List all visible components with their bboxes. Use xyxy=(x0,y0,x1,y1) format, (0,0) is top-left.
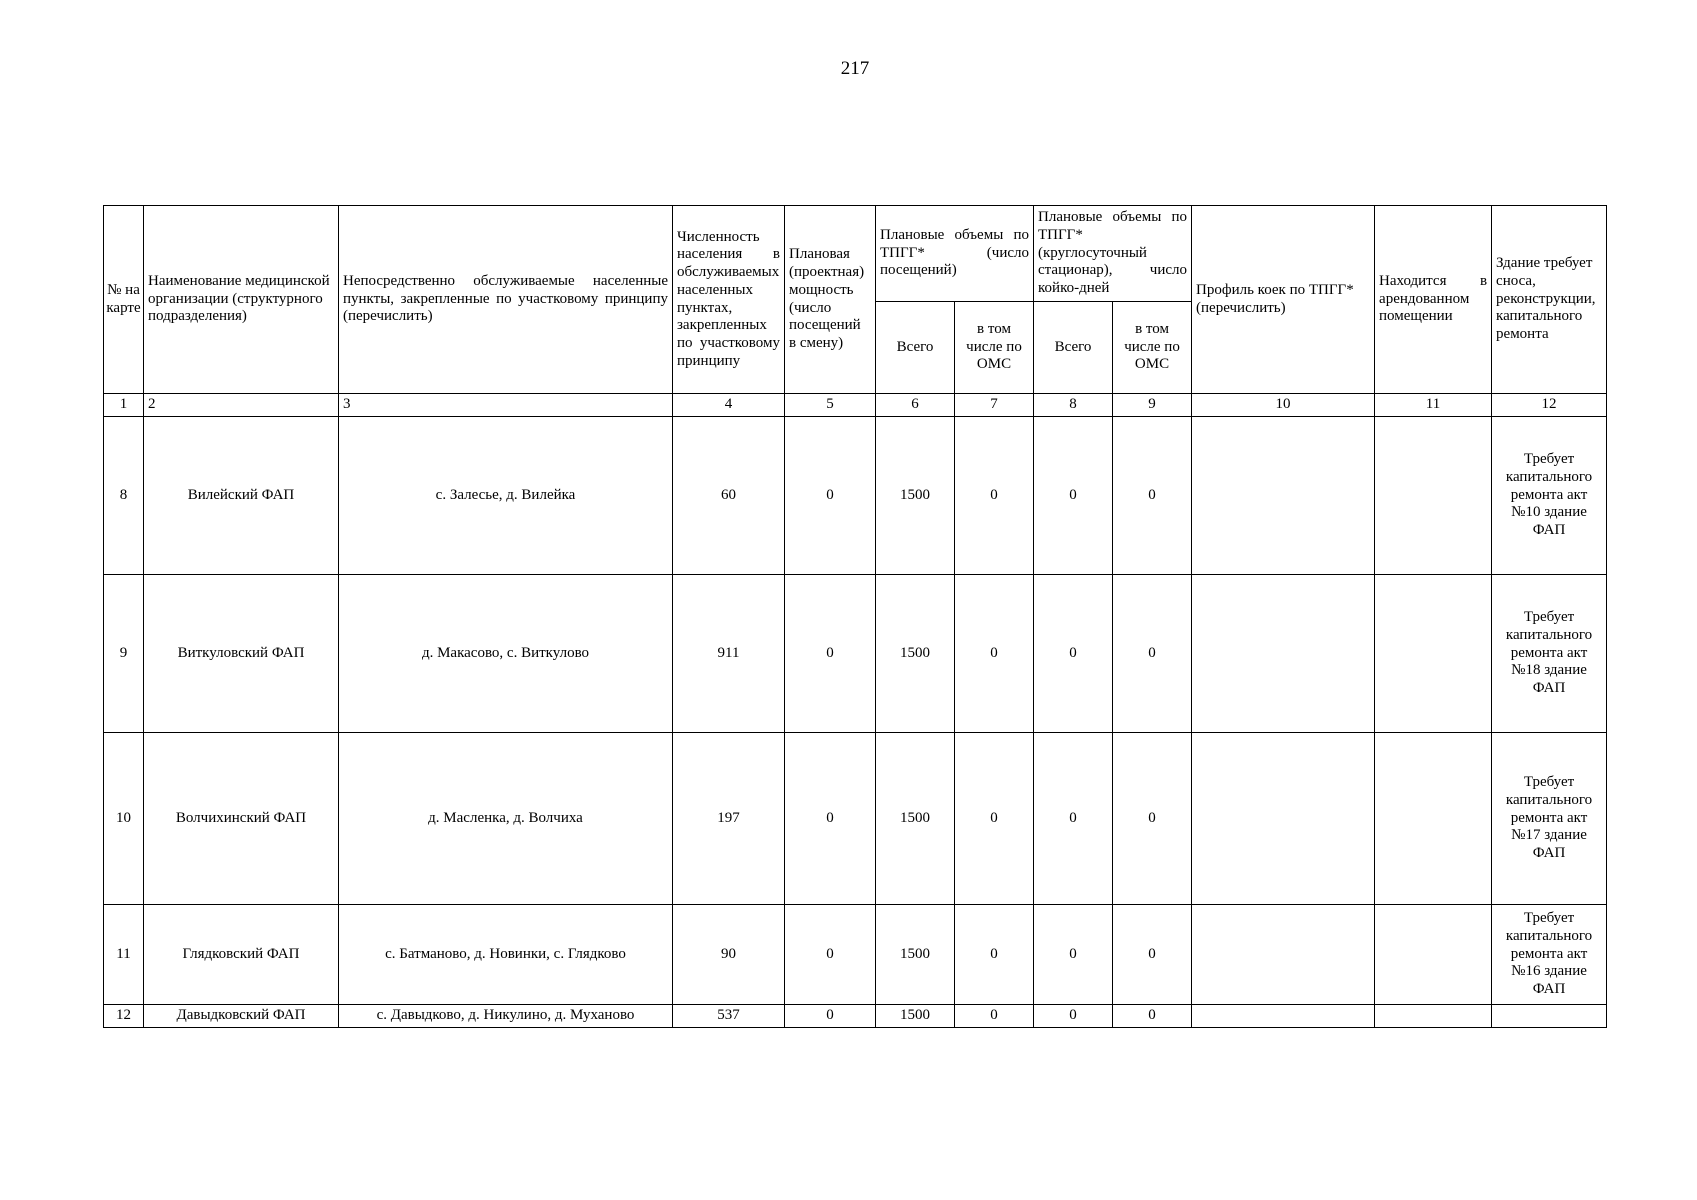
column-number: 11 xyxy=(1375,394,1492,417)
cell-bed-days-total: 0 xyxy=(1034,575,1113,733)
cell-rented-premises xyxy=(1375,905,1492,1005)
cell-visits-total: 1500 xyxy=(876,417,955,575)
table-row xyxy=(104,905,1607,1005)
cell-population: 537 xyxy=(673,1005,785,1028)
cell-bed-days-oms: 0 xyxy=(1113,575,1192,733)
column-number: 3 xyxy=(339,394,673,417)
cell-settlements: д. Макасово, с. Виткулово xyxy=(339,575,673,733)
cell-visits-oms: 0 xyxy=(955,905,1034,1005)
cell-settlements: с. Батманово, д. Новинки, с. Глядково xyxy=(339,905,673,1005)
cell-bed-days-oms: 0 xyxy=(1113,905,1192,1005)
header-settlements: Непосредственно обслуживаемые населенные пункты, закрепленные по участковому принципу (перечислить) xyxy=(339,206,673,394)
cell-bed-days-oms: 0 xyxy=(1113,417,1192,575)
cell-building-state xyxy=(1492,575,1607,733)
header-population: Численность населения в обслуживаемых населенных пунктах, закрепленных по участковому принципу xyxy=(673,206,785,394)
column-number-row xyxy=(104,394,1607,417)
column-number: 10 xyxy=(1192,394,1375,417)
column-number: 9 xyxy=(1113,394,1192,417)
cell-organization: Вилейский ФАП xyxy=(144,417,339,575)
header-organization: Наименование медицинской организации (структурного подразделения) xyxy=(144,206,339,394)
cell-settlements: с. Залесье, д. Вилейка xyxy=(339,417,673,575)
column-number: 1 xyxy=(104,394,144,417)
cell-building-state xyxy=(1492,733,1607,905)
cell-building-state xyxy=(1492,905,1607,1005)
header-bed-profile: Профиль коек по ТПГГ* (перечислить) xyxy=(1192,206,1375,394)
cell-building-state xyxy=(1492,1005,1607,1028)
header-planned-visits: Плановые объемы по ТПГГ* (число посещений) xyxy=(876,206,1034,302)
cell-organization: Глядковский ФАП xyxy=(144,905,339,1005)
cell-map-number: 8 xyxy=(104,417,144,575)
cell-settlements: с. Давыдково, д. Никулино, д. Муханово xyxy=(339,1005,673,1028)
column-number: 8 xyxy=(1034,394,1113,417)
cell-population: 911 xyxy=(673,575,785,733)
header-capacity: Плановая (проектная) мощность (число посещений в смену) xyxy=(785,206,876,394)
cell-capacity: 0 xyxy=(785,575,876,733)
building-state-text: Требует капитального ремонта акт №18 здание ФАП xyxy=(1505,609,1593,697)
header-visits-total: Всего xyxy=(876,302,955,394)
cell-bed-days-oms: 0 xyxy=(1113,733,1192,905)
cell-settlements: д. Масленка, д. Волчиха xyxy=(339,733,673,905)
cell-bed-days-oms: 0 xyxy=(1113,1005,1192,1028)
page-number: 217 xyxy=(840,58,870,79)
cell-map-number: 12 xyxy=(104,1005,144,1028)
cell-organization: Давыдковский ФАП xyxy=(144,1005,339,1028)
cell-bed-days-total: 0 xyxy=(1034,733,1113,905)
header-bed-days-oms: в том числе по ОМС xyxy=(1113,302,1192,394)
cell-visits-total: 1500 xyxy=(876,905,955,1005)
cell-map-number: 10 xyxy=(104,733,144,905)
cell-visits-oms: 0 xyxy=(955,417,1034,575)
cell-population: 90 xyxy=(673,905,785,1005)
table-row xyxy=(104,417,1607,575)
column-number: 12 xyxy=(1492,394,1607,417)
cell-visits-total: 1500 xyxy=(876,575,955,733)
header-planned-bed-days: Плановые объемы по ТПГГ* (круглосуточный стационар), число койко-дней xyxy=(1034,206,1192,302)
cell-visits-total: 1500 xyxy=(876,733,955,905)
cell-population: 197 xyxy=(673,733,785,905)
building-state-text: Требует капитального ремонта акт №16 здание ФАП xyxy=(1505,910,1593,998)
header-building-state: Здание требует сноса, реконструкции, капитального ремонта xyxy=(1492,206,1607,394)
cell-capacity: 0 xyxy=(785,733,876,905)
cell-rented-premises xyxy=(1375,733,1492,905)
header-bed-days-total: Всего xyxy=(1034,302,1113,394)
cell-rented-premises xyxy=(1375,417,1492,575)
cell-building-state xyxy=(1492,417,1607,575)
cell-rented-premises xyxy=(1375,1005,1492,1028)
cell-bed-days-total: 0 xyxy=(1034,417,1113,575)
cell-bed-days-total: 0 xyxy=(1034,1005,1113,1028)
header-map-number: № на карте xyxy=(104,206,144,394)
header-rented-premises: Находится в арендованном помещении xyxy=(1375,206,1492,394)
column-number: 5 xyxy=(785,394,876,417)
cell-visits-oms: 0 xyxy=(955,575,1034,733)
cell-rented-premises xyxy=(1375,575,1492,733)
cell-capacity: 0 xyxy=(785,1005,876,1028)
table-row xyxy=(104,575,1607,733)
facilities-table xyxy=(103,205,1607,1028)
cell-visits-total: 1500 xyxy=(876,1005,955,1028)
cell-organization: Волчихинский ФАП xyxy=(144,733,339,905)
cell-bed-profile xyxy=(1192,905,1375,1005)
column-number: 4 xyxy=(673,394,785,417)
cell-capacity: 0 xyxy=(785,905,876,1005)
cell-bed-profile xyxy=(1192,1005,1375,1028)
header-visits-oms: в том числе по ОМС xyxy=(955,302,1034,394)
cell-map-number: 9 xyxy=(104,575,144,733)
cell-population: 60 xyxy=(673,417,785,575)
building-state-text: Требует капитального ремонта акт №10 здание ФАП xyxy=(1505,451,1593,539)
building-state-text: Требует капитального ремонта акт №17 здание ФАП xyxy=(1505,774,1593,862)
table-row xyxy=(104,1005,1607,1028)
cell-map-number: 11 xyxy=(104,905,144,1005)
cell-bed-profile xyxy=(1192,417,1375,575)
cell-visits-oms: 0 xyxy=(955,1005,1034,1028)
cell-bed-profile xyxy=(1192,733,1375,905)
cell-bed-days-total: 0 xyxy=(1034,905,1113,1005)
cell-capacity: 0 xyxy=(785,417,876,575)
cell-visits-oms: 0 xyxy=(955,733,1034,905)
column-number: 7 xyxy=(955,394,1034,417)
column-number: 2 xyxy=(144,394,339,417)
table-row xyxy=(104,733,1607,905)
cell-organization: Виткуловский ФАП xyxy=(144,575,339,733)
column-number: 6 xyxy=(876,394,955,417)
cell-bed-profile xyxy=(1192,575,1375,733)
